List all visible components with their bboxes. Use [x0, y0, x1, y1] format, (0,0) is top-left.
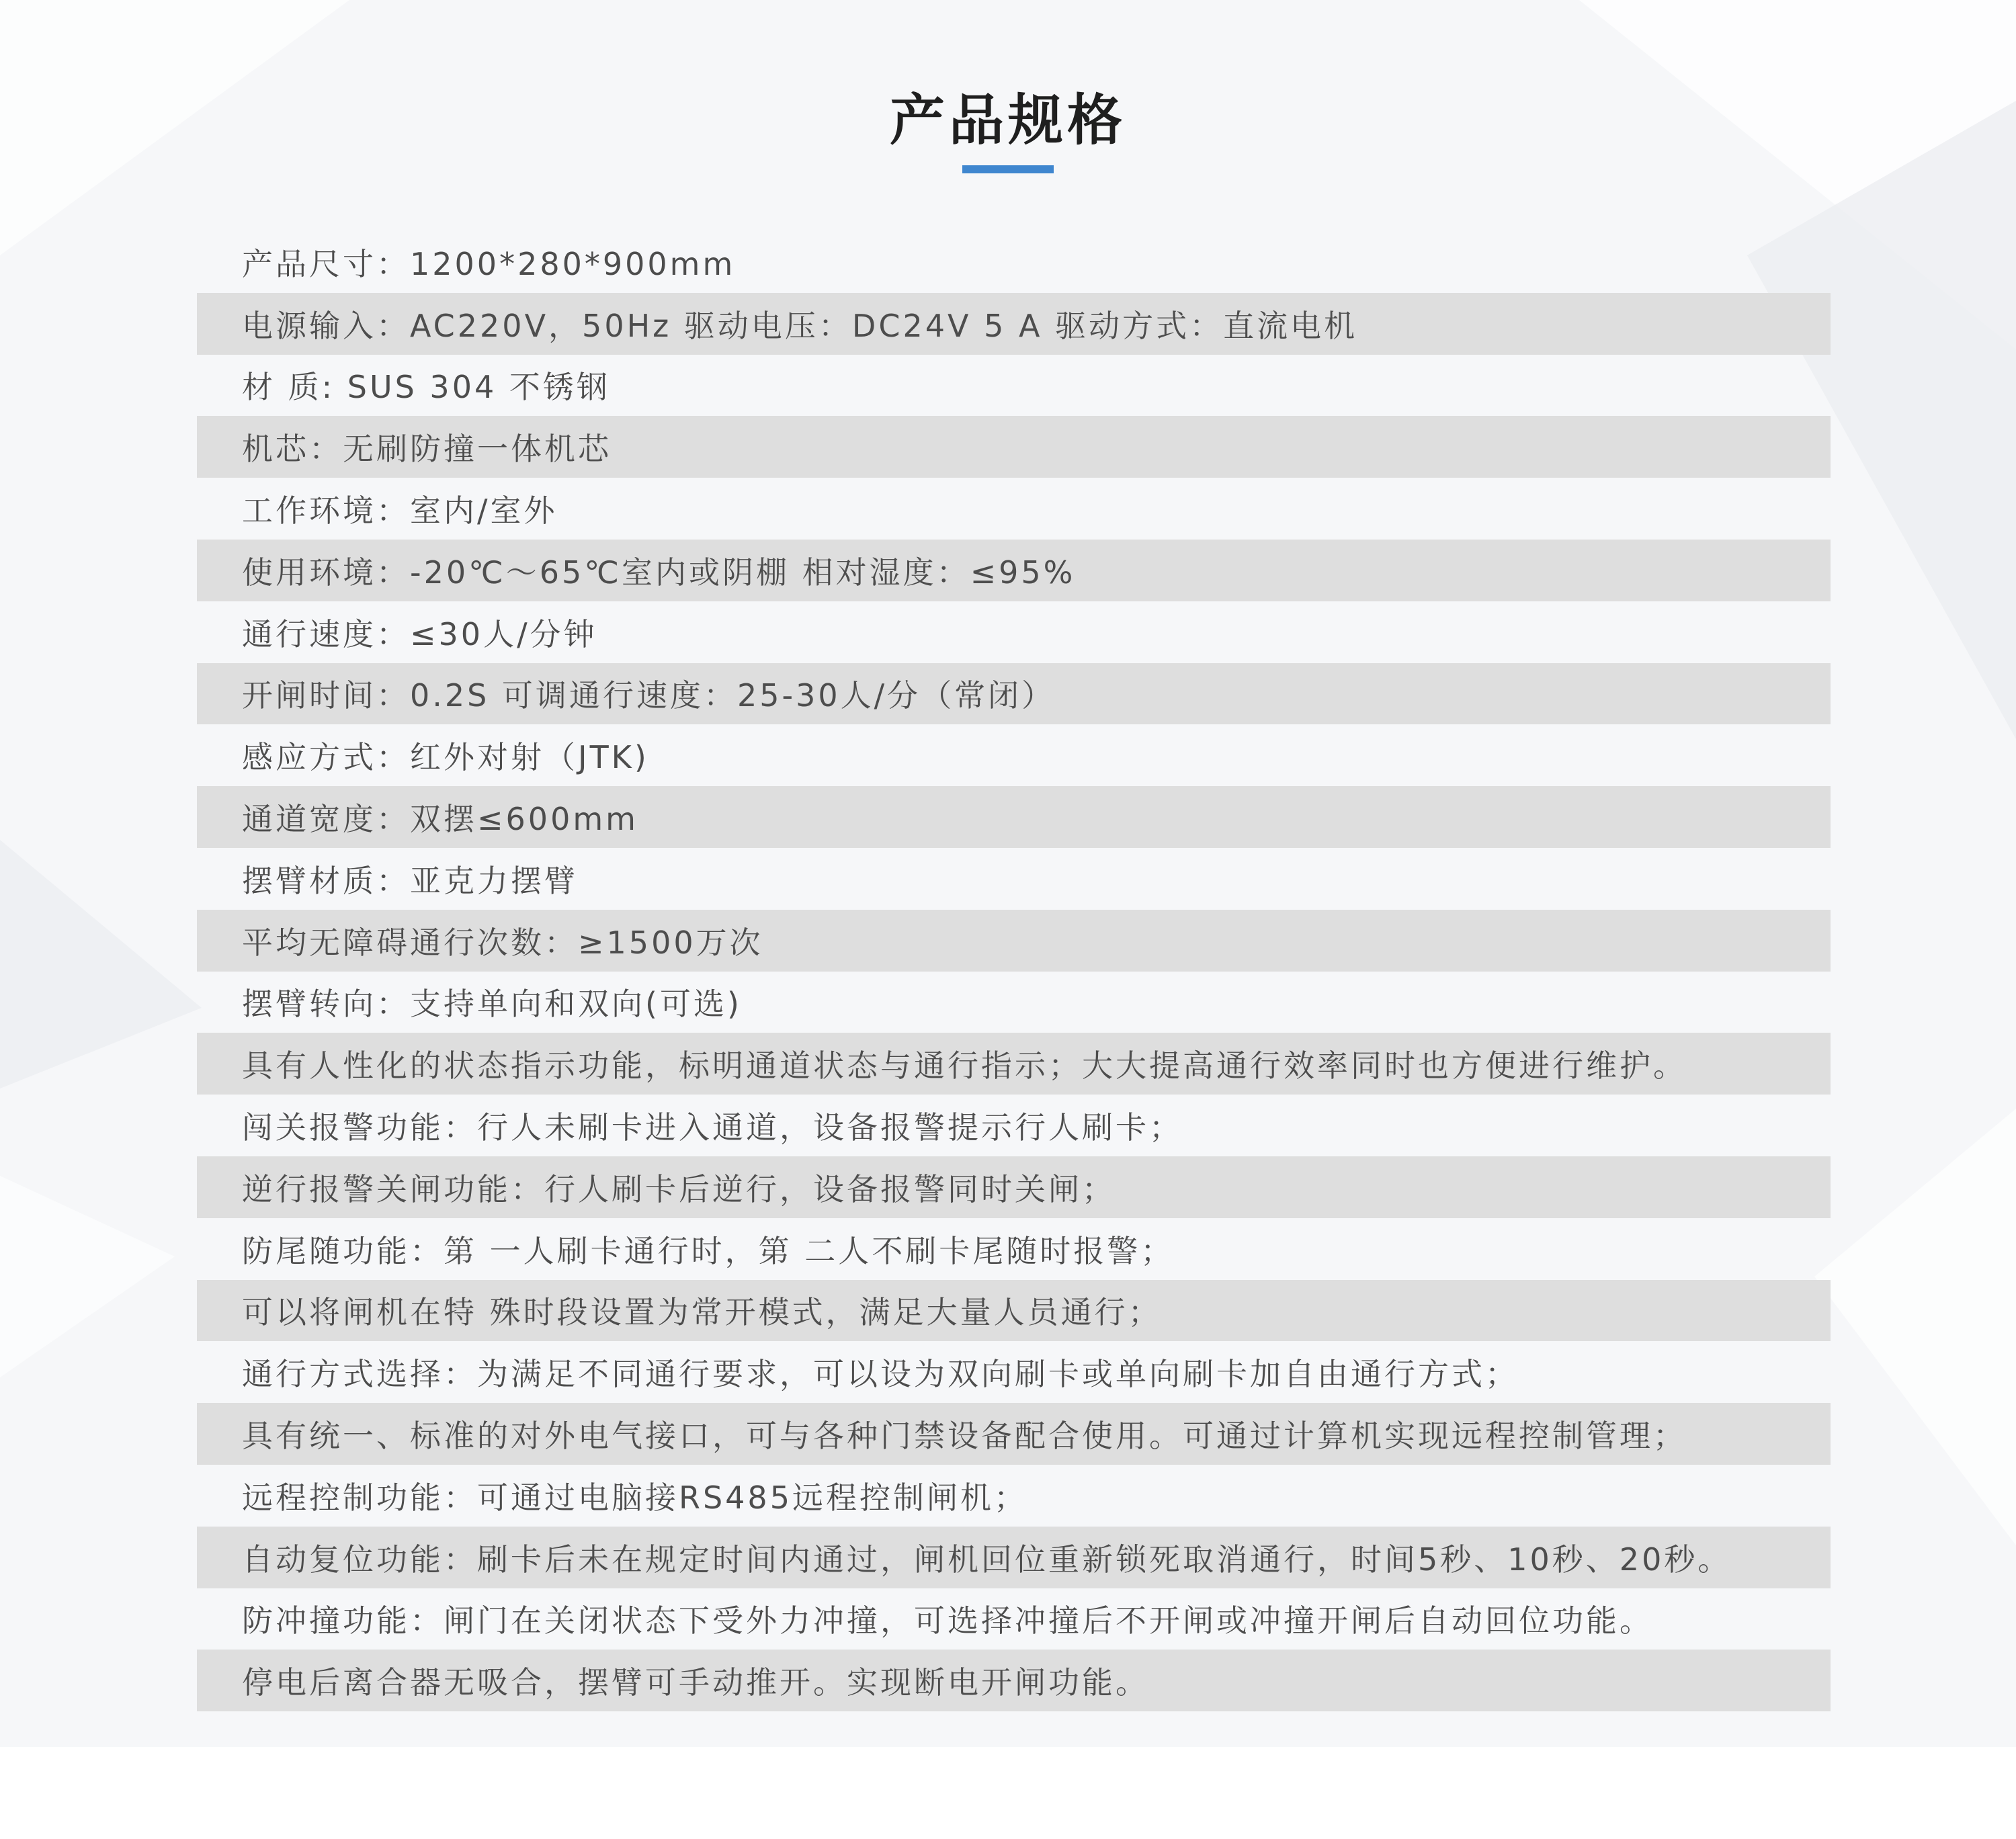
page-title: 产品规格 — [889, 89, 1126, 153]
spec-row: 使用环境：-20℃～65℃室内或阴棚 相对湿度：≤95% — [197, 540, 1831, 601]
spec-row: 防尾随功能：第 一人刷卡通行时，第 二人不刷卡尾随时报警； — [242, 1232, 1175, 1269]
spec-row: 开闸时间：0.2S 可调通行速度：25-30人/分（常闭） — [197, 663, 1831, 725]
title-underline — [962, 165, 1054, 173]
spec-row: 远程控制功能：可通过电脑接RS485远程控制闸机； — [242, 1479, 1027, 1516]
spec-row: 防冲撞功能：闸门在关闭状态下受外力冲撞，可选择冲撞后不开闸或冲撞开闸后自动回位功能。 — [242, 1602, 1653, 1639]
spec-row: 摆臂转向：支持单向和双向(可选) — [242, 986, 742, 1023]
spec-row: 闯关报警功能：行人未刷卡进入通道，设备报警提示行人刷卡； — [242, 1109, 1183, 1146]
spec-row: 电源输入：AC220V，50Hz 驱动电压：DC24V 5 A 驱动方式：直流电机 — [197, 293, 1831, 355]
spec-row: 机芯：无刷防撞一体机芯 — [197, 416, 1831, 478]
spec-row: 自动复位功能：刷卡后未在规定时间内通过，闸机回位重新锁死取消通行，时间5秒、10秒、20秒。 — [197, 1527, 1831, 1588]
spec-row: 工作环境：室内/室外 — [242, 493, 558, 529]
spec-row: 材 质: SUS 304 不锈钢 — [242, 369, 610, 406]
spec-row: 可以将闸机在特 殊时段设置为常开模式，满足大量人员通行； — [197, 1280, 1831, 1342]
spec-row: 通行方式选择：为满足不同通行要求，可以设为双向刷卡或单向刷卡加自由通行方式； — [242, 1356, 1519, 1393]
spec-row: 产品尺寸：1200*280*900mm — [242, 245, 736, 282]
spec-row: 通道宽度：双摆≤600mm — [197, 786, 1831, 848]
spec-row: 通行速度：≤30人/分钟 — [242, 615, 597, 652]
spec-row: 摆臂材质：亚克力摆臂 — [242, 862, 578, 899]
spec-row: 具有统一、标准的对外电气接口，可与各种门禁设备配合使用。可通过计算机实现远程控制管理； — [197, 1403, 1831, 1465]
spec-row: 逆行报警关闸功能：行人刷卡后逆行，设备报警同时关闸； — [197, 1156, 1831, 1218]
spec-row: 感应方式：红外对射（JTK) — [242, 739, 649, 776]
spec-row: 平均无障碍通行次数：≥1500万次 — [197, 910, 1831, 972]
spec-row: 停电后离合器无吸合，摆臂可手动推开。实现断电开闸功能。 — [197, 1650, 1831, 1711]
spec-list — [197, 231, 1831, 1711]
spec-row: 具有人性化的状态指示功能，标明通道状态与通行指示；大大提高通行效率同时也方便进行维护。 — [197, 1033, 1831, 1095]
